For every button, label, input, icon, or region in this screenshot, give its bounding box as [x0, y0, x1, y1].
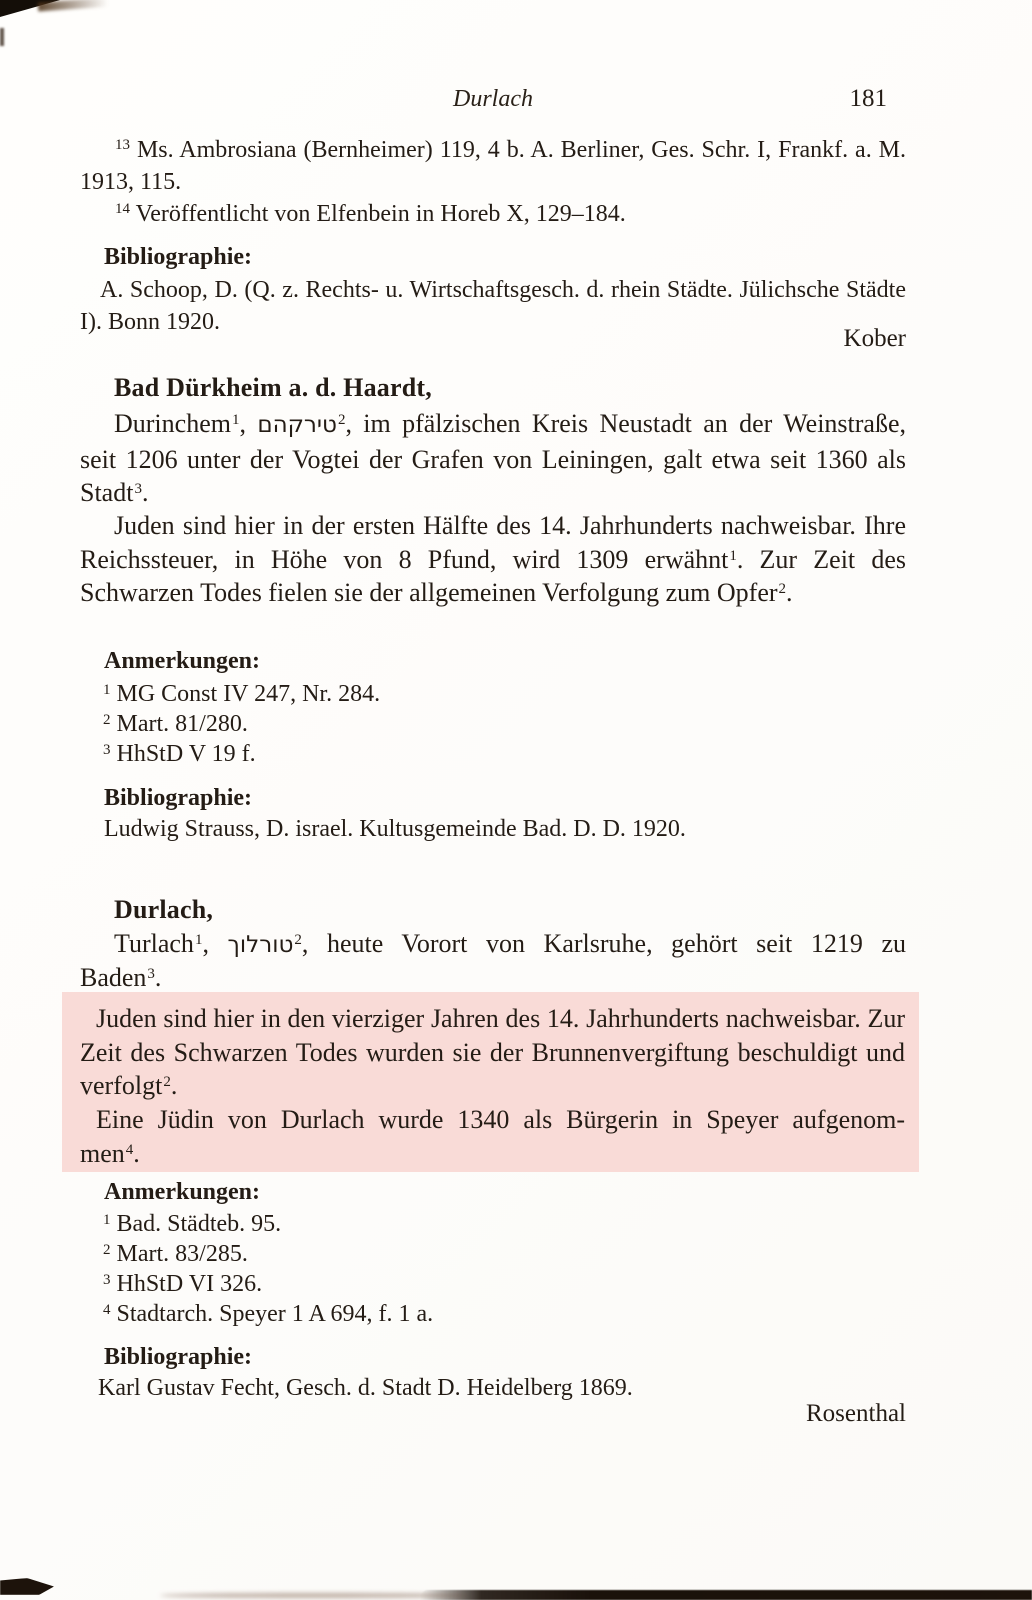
annotation-marker: 1: [103, 1212, 111, 1228]
superscript-ref: 1: [729, 547, 737, 564]
footnote-14: [80, 198, 906, 230]
text-segment: .: [141, 478, 149, 507]
text-segment: Durinchem: [114, 409, 231, 438]
footnote-13: [80, 134, 906, 198]
text-segment: .: [154, 963, 162, 992]
annotation-marker: 2: [103, 1242, 111, 1258]
text-segment: Turlach: [114, 929, 194, 958]
footnote-text: Ms. Ambrosiana (Bernheimer) 119, 4 b. A. Berliner, Ges. Schr. I, Frankf. a. M. 1913, 115.: [80, 137, 906, 195]
annotation-item: [102, 709, 906, 739]
superscript-ref: 3: [147, 966, 155, 982]
annotation-text: Mart. 81/280.: [116, 711, 248, 737]
annotation-text: HhStD V 19 f.: [116, 741, 256, 767]
highlight-region: [62, 992, 919, 1172]
hebrew-place-name: טורלוך: [227, 932, 294, 958]
superscript-ref: 4: [125, 1141, 134, 1158]
text-segment: Juden sind hier in den vierziger Jahren des 14. Jahrhunderts nachweisbar. Zur Zeit des Schwarzen Todes wurden sie der Brunnenvergiftung beschuldigt und verfolgt: [80, 1004, 905, 1100]
author-signature-rosenthal: Rosenthal: [806, 1400, 906, 1427]
annotation-text: MG Const IV 247, Nr. 284.: [116, 681, 381, 707]
superscript-ref: 2: [163, 1074, 171, 1090]
highlight-content: [62, 992, 919, 1170]
annotation-marker: 1: [103, 682, 111, 698]
running-header-title: Durlach: [453, 86, 533, 112]
footnote-text: Veröffentlicht von Elfenbein in Horeb X, 129–184.: [135, 201, 626, 227]
annotation-text: HhStD VI 326.: [116, 1271, 263, 1297]
bibliography-entry: A. Schoop, D. (Q. z. Rechts- u. Wirtschaftsgesch. d. rhein Städte. Jülichsche Städte I). Bonn 1920.: [80, 277, 906, 335]
scan-bottom-faint-shadow: [160, 1593, 470, 1598]
bibliography-label: Bibliographie:: [104, 785, 253, 811]
text-segment: Baden: [80, 963, 147, 992]
text-segment: ,: [239, 409, 258, 438]
annotation-text: Mart. 83/285.: [116, 1241, 248, 1267]
annotations-list: [80, 1209, 906, 1329]
text-segment: , heute Vorort von Karlsruhe, gehört seit 1219 zu: [301, 929, 906, 958]
superscript-ref: 1: [231, 412, 240, 428]
scan-corner-smear: [38, 0, 108, 11]
footnote-marker: 13: [115, 137, 130, 153]
page-number: 181: [849, 85, 887, 112]
author-signature-kober: Kober: [843, 325, 906, 352]
text-segment: Eine Jüdin von Durlach wurde 1340 als Bürgerin in Speyer aufgenom-: [96, 1105, 905, 1134]
bibliography-entry: Karl Gustav Fecht, Gesch. d. Stadt D. Heidelberg 1869.: [98, 1375, 633, 1401]
highlighted-paragraph-1: [80, 1002, 905, 1103]
bibliography-entry: Ludwig Strauss, D. israel. Kultusgemeinde Bad. D. D. 1920.: [104, 816, 686, 842]
bibliography-label: Bibliographie:: [104, 1344, 253, 1370]
highlighted-paragraph-2-line2: [80, 1137, 905, 1171]
bibliography-label: Bibliographie:: [104, 244, 253, 270]
annotation-text: Bad. Städteb. 95.: [116, 1211, 282, 1237]
superscript-ref: 3: [134, 481, 142, 497]
entry-title-durlach: Durlach,: [114, 895, 214, 924]
paragraph-durlach-intro-line2: [80, 961, 906, 995]
text-segment: ,: [202, 929, 228, 958]
superscript-ref: 1: [194, 932, 203, 948]
annotations-label: Anmerkungen:: [104, 648, 261, 674]
annotation-marker: 4: [103, 1302, 111, 1318]
scan-bottom-edge-shadow: [420, 1590, 1032, 1600]
paragraph-duerkheim-history: [80, 509, 906, 610]
text-segment: .: [170, 1071, 178, 1100]
annotation-item: [102, 1209, 906, 1239]
text-segment: . Zur Zeit des Schwarzen Todes fielen sie der allgemeinen Verfolgung zum Opfer: [80, 544, 906, 607]
annotation-text: Stadtarch. Speyer 1 A 694, f. 1 a.: [116, 1301, 434, 1327]
highlighted-paragraph-2-line1: [80, 1103, 905, 1137]
annotation-marker: 3: [103, 1272, 111, 1288]
superscript-ref: 2: [778, 581, 787, 597]
annotation-item: [102, 1269, 906, 1299]
text-segment: .: [786, 578, 793, 607]
superscript-ref: 2: [337, 412, 346, 428]
text-segment: , im pfälzischen Kreis Neustadt an der Weinstraße, seit 1206 unter der Vogtei der Grafen von Leiningen, galt etwa seit 1360 als Stadt: [80, 409, 907, 507]
text-segment: men: [80, 1138, 125, 1168]
annotations-list: [80, 679, 906, 769]
annotations-label: Anmerkungen:: [104, 1179, 261, 1205]
annotation-item: [102, 739, 906, 769]
annotation-item: [102, 1299, 906, 1329]
hebrew-place-name: טירקהם: [257, 412, 337, 438]
text-segment: .: [133, 1138, 140, 1168]
entry-title-bad-duerkheim: Bad Dürkheim a. d. Haardt,: [114, 373, 432, 402]
superscript-ref: 2: [294, 932, 302, 948]
paragraph-duerkheim-intro: [80, 407, 906, 510]
paragraph-durlach-intro-line1: [80, 927, 906, 963]
annotation-marker: 2: [103, 712, 111, 728]
scan-bottom-left-blob: [0, 1578, 54, 1595]
scan-edge-speck: [0, 28, 4, 46]
annotation-item: [102, 679, 906, 709]
annotation-marker: 3: [103, 742, 111, 758]
annotation-item: [102, 1239, 906, 1269]
footnote-marker: 14: [115, 201, 130, 217]
text-segment: Juden sind hier in der ersten Hälfte des 14. Jahrhunderts nachweisbar. Ihre Reichssteuer, in Höhe von 8 Pfund, wird 1309 erwähnt: [80, 511, 906, 574]
